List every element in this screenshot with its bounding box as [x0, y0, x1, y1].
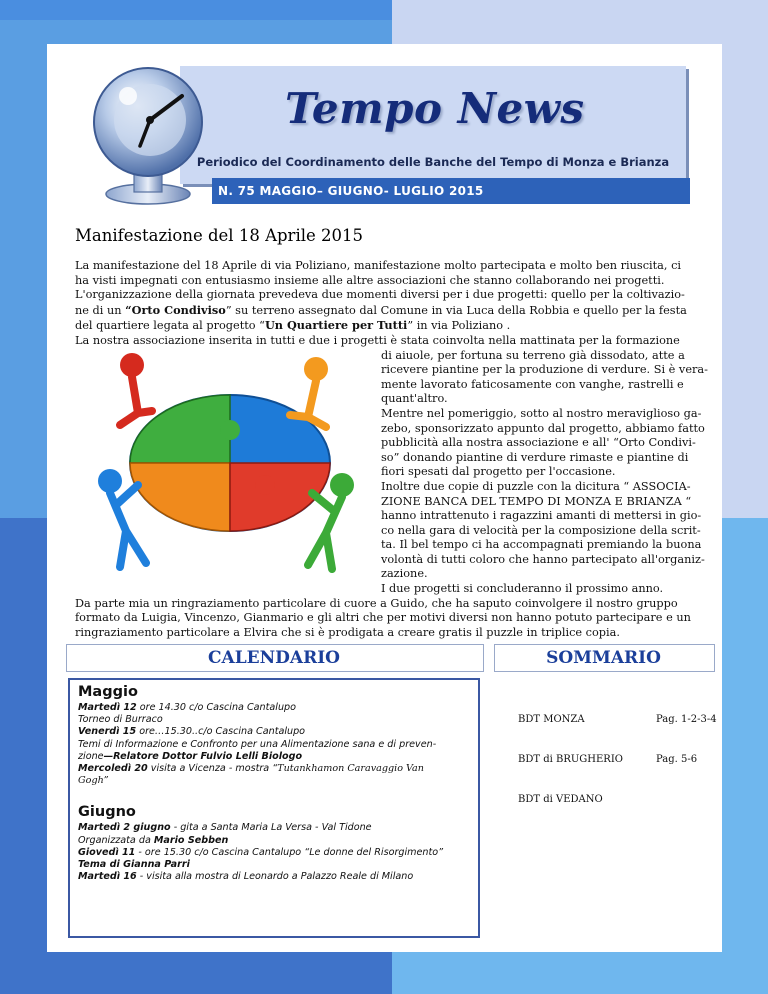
article-line [75, 303, 715, 319]
event-line [78, 702, 474, 714]
sommario-label: BDT di BRUGHERIO [518, 754, 623, 765]
article-line: I due progetti si concluderanno il prossimo anno. [381, 582, 664, 596]
event-text: visita a Vicenza - mostra “ [147, 763, 278, 775]
masthead-subtitle: Periodico del Coordinamento delle Banche del Tempo di Monza e Brianza [196, 155, 670, 169]
month-heading-maggio: Maggio [78, 684, 138, 700]
text-span: del quartiere legata al progetto “ [75, 319, 265, 333]
event-line: Gogh” [78, 775, 109, 787]
event-date: Martedì 2 giugno [78, 822, 171, 834]
exhibition-title: Tutankhamon Caravaggio Van [277, 763, 424, 775]
clock-globe-logo [70, 60, 230, 210]
article-line: formato da Luigia, Vincenzo, Gianmario e gli altri che per motivi diversi non hanno potuto partecipare e un [75, 611, 691, 625]
quartiere-bold: Un Quartiere per Tutti [264, 318, 408, 333]
article-line: co nella gara di velocità per la composizione della scrit- [381, 523, 701, 537]
event-line: Temi di Informazione e Confronto per una Alimentazione sana e di preven- [78, 738, 437, 750]
article-line: La nostra associazione inserita in tutti e due i progetti è stata coinvolta nella mattinata per la formazione [75, 333, 680, 347]
orto-condiviso-bold: “Orto Condiviso [125, 302, 226, 317]
sommario-page: Pag. 5-6 [656, 754, 698, 765]
text-span: ” in via Poliziano . [407, 319, 511, 333]
article-line: ta. Il bel tempo ci ha accompagnati premiando la buona [381, 538, 702, 552]
article-line: mente lavorato faticosamente con vanghe, rastrelli e [381, 377, 684, 391]
event-text: ore 14.30 c/o Cascina Cantalupo [136, 702, 296, 713]
sommario-label: BDT di VEDANO [518, 794, 603, 805]
puzzle-figures-illustration [80, 335, 370, 575]
masthead-title: Tempo News [285, 84, 585, 133]
article-line: fiori spesati dal progetto per l'occasione. [381, 465, 616, 479]
article-line: L'organizzazione della giornata prevedeva due momenti diversi per i due progetti: quello per la coltivazio- [75, 288, 685, 302]
article-line: ringraziamento particolare a Elvira che si è prodigata a creare gratis il puzzle in triplice copia. [75, 625, 620, 639]
event-text: ore…15.30..c/o Cascina Cantalupo [136, 726, 306, 738]
issue-number: N. 75 MAGGIO– GIUGNO- LUGLIO 2015 [218, 184, 484, 198]
organizer-name: Mario Sebben [153, 834, 229, 846]
article-line: ricevere piantine per la produzione di verdure. Si è vera- [381, 363, 708, 377]
event-date: Giovedì 11 [78, 846, 136, 858]
article-line: La manifestazione del 18 Aprile di via Poliziano, manifestazione molto partecipata e molto ben riuscita, ci [75, 259, 682, 272]
event-date: Venerdì 15 [78, 726, 137, 738]
event-line [78, 871, 474, 883]
article-line: volontà di tutti coloro che hanno partecipato all'organiz- [381, 552, 705, 566]
event-line [78, 847, 474, 859]
event-line: Tema di Gianna Parri [78, 859, 190, 871]
article-line: Mentre nel pomeriggio, sotto al nostro meraviglioso ga- [381, 406, 702, 420]
event-text: - ore 15.30 c/o Cascina Cantalupo “Le donne del Risorgimento” [135, 846, 444, 858]
calendario-heading: CALENDARIO [208, 648, 340, 668]
text-span: ne di un [75, 303, 126, 317]
sommario-page: Pag. 1-2-3-4 [656, 714, 717, 725]
article-line: zazione. [381, 567, 428, 581]
spacer [78, 787, 474, 803]
event-line [78, 763, 474, 775]
article-line: ha visti impegnati con entusiasmo insieme alle altre associazioni che stanno collaborando nei progetti. [75, 273, 665, 287]
article-line: zebo, sponsorizzato appunto dal progetto, abbiamo fatto [381, 421, 705, 435]
article-line: quant'altro. [381, 392, 448, 406]
event-line: Torneo di Burraco [78, 714, 163, 726]
article-line: Da parte mia un ringraziamento particolare di cuore a Guido, che ha saputo coinvolgere il nostro gruppo [75, 596, 678, 610]
event-text: - gita a Santa Maria La Versa - Val Tidone [170, 822, 372, 834]
event-text: Organizzata da [78, 834, 154, 846]
article-line: Inoltre due copie di puzzle con la dicitura “ ASSOCIA- [381, 479, 691, 493]
month-heading-giugno: Giugno [78, 804, 136, 821]
event-line [78, 751, 474, 763]
article-line: pubblicità alla nostra associazione e all' “Orto Condivi- [381, 436, 696, 450]
article-line [75, 318, 715, 334]
article-line: so” donando piantine di verdure rimaste e piantine di [381, 450, 689, 464]
article-title: Manifestazione del 18 Aprile 2015 [75, 226, 363, 245]
event-date: Mercoledì 20 [78, 763, 148, 775]
sommario-label: BDT MONZA [518, 714, 585, 725]
event-date: Martedì 12 [78, 702, 137, 713]
event-date: Martedì 16 [78, 871, 137, 883]
text-span: ” su terreno assegnato dal Comune in via Luca della Robbia e quello per la festa [225, 303, 687, 317]
article-line: hanno intrattenuto i ragazzini amanti di mettersi in gio- [381, 509, 702, 523]
article-line: ZIONE BANCA DEL TEMPO DI MONZA E BRIANZA “ [381, 494, 692, 508]
article-line: di aiuole, per fortuna su terreno già dissodato, atte a [381, 348, 685, 362]
event-line [78, 726, 474, 738]
frame-top-left-strip [0, 0, 392, 20]
event-speaker: —Relatore Dottor Fulvio Lelli Biologo [103, 750, 303, 762]
event-text: zione [78, 750, 104, 762]
calendario-content [78, 683, 474, 883]
event-text: - visita alla mostra di Leonardo a Palazzo Reale di Milano [136, 871, 414, 883]
sommario-heading: SOMMARIO [546, 648, 661, 668]
event-line [78, 835, 474, 847]
event-line [78, 822, 474, 834]
